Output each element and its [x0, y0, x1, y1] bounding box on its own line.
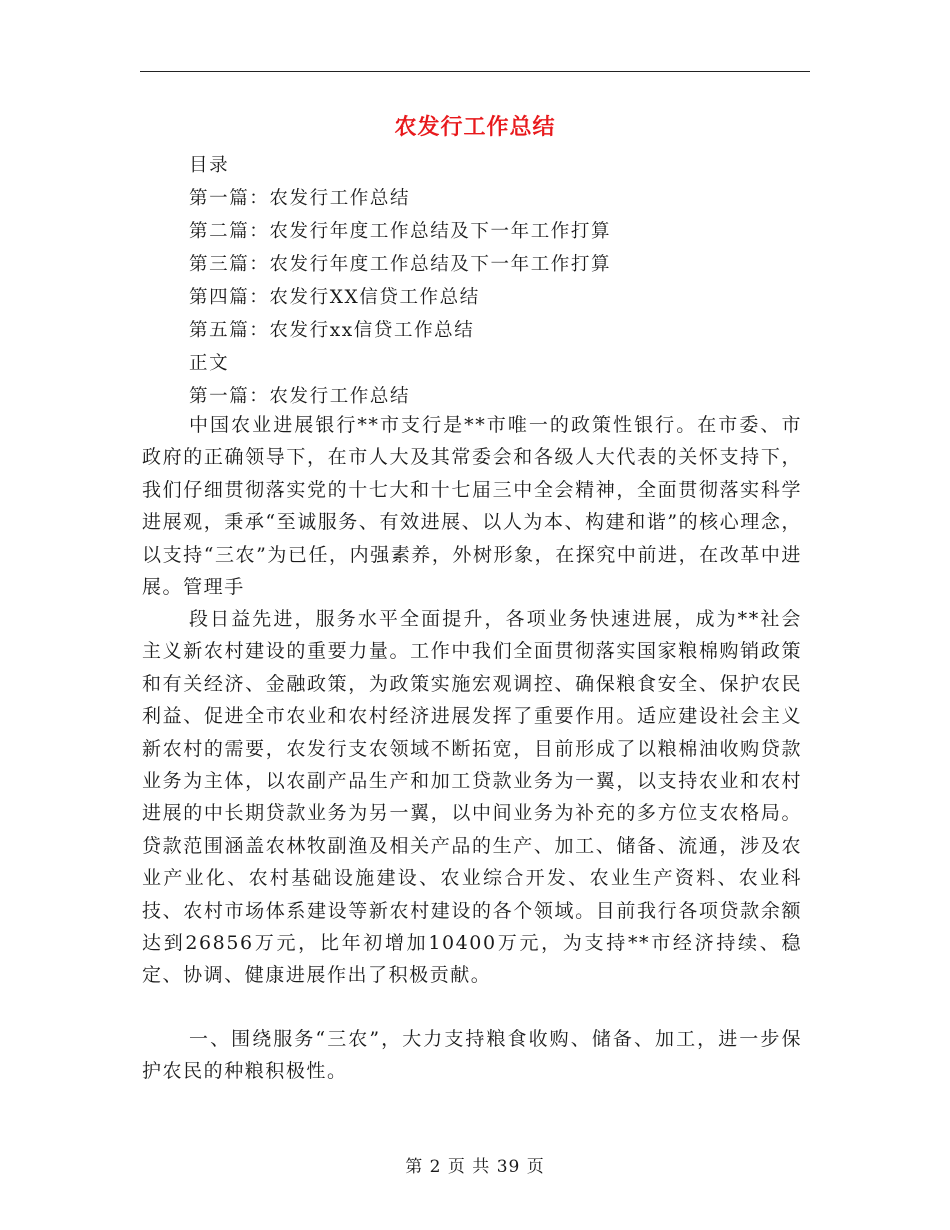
toc-item-1: 第一篇：农发行工作总结 — [189, 188, 411, 209]
paragraph-section-one: 一、围绕服务“三农”，大力支持粮食收购、储备、加工，进一步保护农民的种粮积极性。 — [142, 1028, 802, 1083]
toc-item-2: 第二篇：农发行年度工作总结及下一年工作打算 — [189, 221, 612, 242]
section-heading: 第一篇：农发行工作总结 — [189, 386, 411, 407]
page-footer: 第 2 页 共 39 页 — [405, 1157, 545, 1177]
toc-item-5: 第五篇：农发行xx信贷工作总结 — [189, 320, 475, 341]
header-rule — [140, 71, 810, 72]
document-title: 农发行工作总结 — [394, 115, 556, 140]
toc-item-4: 第四篇：农发行XX信贷工作总结 — [189, 287, 480, 308]
table-of-contents — [189, 149, 829, 413]
toc-item-3: 第三篇：农发行年度工作总结及下一年工作打算 — [189, 254, 612, 275]
toc-heading: 目录 — [189, 155, 230, 176]
paragraph-intro: 中国农业进展银行**市支行是**市唯一的政策性银行。在市委、市政府的正确领导下，在市人大及其常委会和各级人大代表的关怀支持下，我们仔细贯彻落实党的十七大和十七届三中全会精神，全面贯彻落实科学进展观，秉承“至诚服务、有效进展、以人为本、构建和谐”的核心理念，以支持“三农”为已任，内强素养，外树形象，在探究中前进，在改革中进展。管理手 — [142, 414, 802, 599]
body-heading: 正文 — [189, 353, 230, 374]
paragraph-main: 段日益先进，服务水平全面提升，各项业务快速进展，成为**社会主义新农村建设的重要力量。工作中我们全面贯彻落实国家粮棉购销政策和有关经济、金融政策，为政策实施宏观调控、确保粮食安全、保护农民利益、促进全市农业和农村经济进展发挥了重要作用。适应建设社会主义新农村的需要，农发行支农领域不断拓宽，目前形成了以粮棉油收购贷款业务为主体，以农副产品生产和加工贷款业务为一翼，以支持农业和农村进展的中长期贷款业务为另一翼，以中间业务为补充的多方位支农格局。贷款范围涵盖农林牧副渔及相关产品的生产、加工、储备、流通，涉及农业产业化、农村基础设施建设、农业综合开发、农业生产资料、农业科技、农村市场体系建设等新农村建设的各个领域。目前我行各项贷款余额达到26856万元，比年初增加10400万元，为支持**市经济持续、稳定、协调、健康进展作出了积极贡献。 — [142, 608, 802, 987]
